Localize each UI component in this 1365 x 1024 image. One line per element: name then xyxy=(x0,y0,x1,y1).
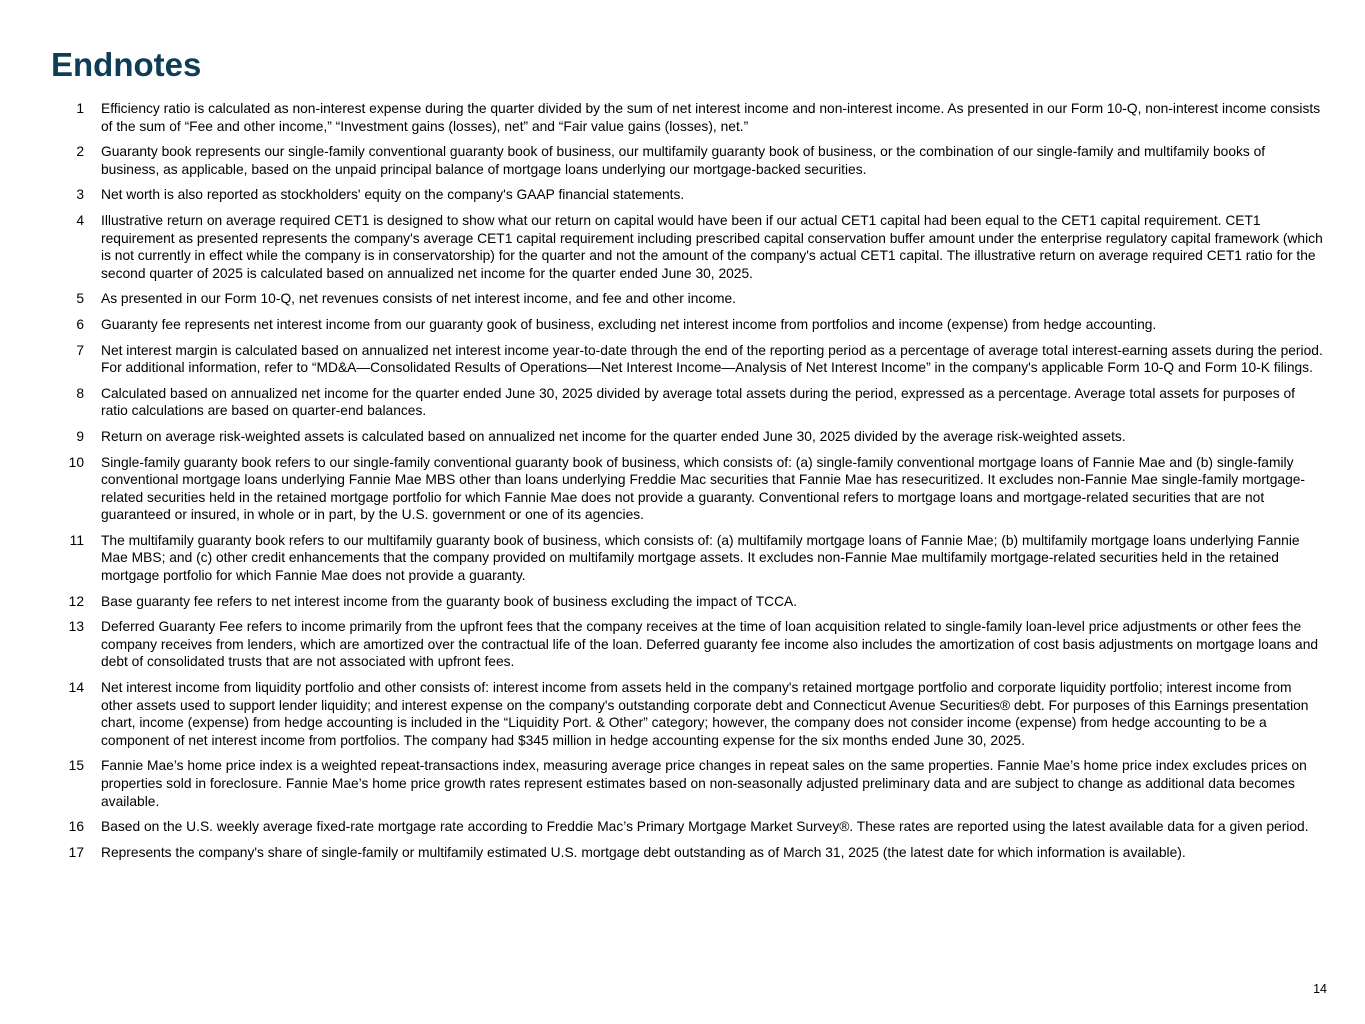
endnote-number: 13 xyxy=(68,619,84,635)
endnote-text: As presented in our Form 10-Q, net revenues consists of net interest income, and fee and other income. xyxy=(101,291,736,307)
endnote-text: Net interest margin is calculated based on annualized net interest income year-to-date through the end of the reporting period as a percentage of average total interest-earning assets during the period. For additional information, refer to “MD&A—Consolidated Results of Operations—Net Interest Income—Analysis of Net Interest Income” in the company's applicable Form 10-Q and Form 10-K filings. xyxy=(101,342,1323,376)
page-number: 14 xyxy=(1313,982,1327,996)
endnote-item xyxy=(51,316,1325,334)
endnote-item xyxy=(51,342,1325,377)
endnote-item xyxy=(51,844,1325,862)
endnote-item xyxy=(51,143,1325,178)
endnote-text: Fannie Mae’s home price index is a weighted repeat-transactions index, measuring average price changes in repeat sales on the same properties. Fannie Mae’s home price index excludes prices on properties sold in foreclosure. Fannie Mae’s home price growth rates represent estimates based on non-seasonally adjusted preliminary data and are subject to change as additional data becomes available. xyxy=(101,758,1307,809)
endnote-item xyxy=(51,818,1325,836)
endnote-item xyxy=(51,212,1325,282)
endnote-text: Base guaranty fee refers to net interest income from the guaranty book of business excluding the impact of TCCA. xyxy=(101,593,798,609)
endnote-number: 11 xyxy=(69,532,84,548)
endnote-item xyxy=(51,532,1325,585)
endnote-text: Calculated based on annualized net income for the quarter ended June 30, 2025 divided by average total assets during the period, expressed as a percentage. Average total assets for purposes of ratio calculations are based on quarter-end balances. xyxy=(101,385,1295,419)
endnote-text: Guaranty book represents our single-family conventional guaranty book of business, our multifamily guaranty book of business, or the combination of our single-family and multifamily books of business, as applicable, based on the unpaid principal balance of mortgage loans underlying our mortgage-backed securities. xyxy=(101,144,1266,177)
endnote-text: Represents the company's share of single-family or multifamily estimated U.S. mortgage debt outstanding as of March 31, 2025 (the latest date for which information is available). xyxy=(101,844,1186,860)
endnote-number: 5 xyxy=(76,291,84,307)
endnote-number: 2 xyxy=(76,144,84,160)
endnote-number: 8 xyxy=(76,385,84,401)
endnote-item xyxy=(51,186,1325,204)
endnote-number: 16 xyxy=(68,819,84,835)
endnote-number: 7 xyxy=(76,342,84,358)
endnote-text: Efficiency ratio is calculated as non-interest expense during the quarter divided by the sum of net interest income and non-interest income. As presented in our Form 10-Q, non-interest income consists of the sum of “Fee and other income,” “Investment gains (losses), net” and “Fair value gains (losses), net.” xyxy=(101,101,1321,134)
endnote-text: Illustrative return on average required CET1 is designed to show what our return on capital would have been if our actual CET1 capital had been equal to the CET1 capital requirement. CET1 requirement as presented represents the company's average CET1 capital requirement including prescribed capital conservation buffer amount under the enterprise regulatory capital framework (which is not currently in effect while the company is in conservatorship) for the quarter and not the amount of the company's actual CET1 capital. The illustrative return on average required CET1 ratio for the second quarter of 2025 is calculated based on annualized net income for the quarter ended June 30, 2025. xyxy=(101,212,1323,281)
endnote-number: 4 xyxy=(76,212,84,228)
endnote-number: 6 xyxy=(76,316,84,332)
endnote-text: Deferred Guaranty Fee refers to income primarily from the upfront fees that the company receives at the time of loan acquisition related to single-family loan-level price adjustments or other fees the company receives from lenders, which are amortized over the contractual life of the loan. Deferred guaranty fee income also includes the amortization of cost basis adjustments on mortgage loans and debt of consolidated trusts that are not associated with upfront fees. xyxy=(101,619,1319,670)
endnote-number: 15 xyxy=(68,758,84,774)
endnote-item xyxy=(51,290,1325,308)
endnote-text: Based on the U.S. weekly average fixed-rate mortgage rate according to Freddie Mac’s Primary Mortgage Market Survey®. These rates are reported using the latest available data for a given period. xyxy=(101,819,1309,835)
endnote-item xyxy=(51,454,1325,524)
endnote-number: 10 xyxy=(68,454,84,470)
endnote-number: 3 xyxy=(76,187,84,203)
endnote-item xyxy=(51,618,1325,671)
endnote-item xyxy=(51,679,1325,749)
endnote-number: 17 xyxy=(68,844,84,860)
endnote-number: 1 xyxy=(76,101,84,116)
endnote-item xyxy=(51,428,1325,446)
page-title: Endnotes xyxy=(51,46,202,83)
endnote-item xyxy=(51,757,1325,810)
endnote-text: Guaranty fee represents net interest income from our guaranty gook of business, excluding net interest income from portfolios and income (expense) from hedge accounting. xyxy=(101,316,1157,332)
endnote-item xyxy=(51,100,1325,135)
endnote-item xyxy=(51,385,1325,420)
endnote-text: Net worth is also reported as stockholders' equity on the company's GAAP financial statements. xyxy=(101,187,685,203)
endnote-text: The multifamily guaranty book refers to our multifamily guaranty book of business, which consists of: (a) multifamily mortgage loans of Fannie Mae; (b) multifamily mortgage loans underlying Fannie Mae MBS; and (c) other credit enhancements that the company provided on multifamily mortgage assets. It excludes non-Fannie Mae multifamily mortgage-related securities held in the retained mortgage portfolio for which Fannie Mae does not provide a guaranty. xyxy=(101,532,1300,584)
endnote-text: Return on average risk-weighted assets is calculated based on annualized net income for the quarter ended June 30, 2025 divided by the average risk-weighted assets. xyxy=(101,428,1126,444)
endnote-number: 9 xyxy=(76,428,84,444)
endnote-number: 12 xyxy=(68,593,84,609)
endnotes-list xyxy=(51,100,1325,861)
endnote-text: Net interest income from liquidity portfolio and other consists of: interest income from assets held in the company's retained mortgage portfolio and corporate liquidity portfolio; interest income from other assets used to support lender liquidity; and interest expense on the company's outstanding corporate debt and Connecticut Avenue Securities® debt. For purposes of this Earnings presentation chart, income (expense) from hedge accounting is included in the “Liquidity Port. & Other” category; however, the company does not consider income (expense) from hedge accounting to be a component of net interest income from portfolios. The company had $345 million in hedge accounting expense for the six months ended June 30, 2025. xyxy=(101,680,1309,748)
endnote-item xyxy=(51,593,1325,611)
endnote-number: 14 xyxy=(68,680,84,696)
endnote-text: Single-family guaranty book refers to our single-family conventional guaranty book of business, which consists of: (a) single-family conventional mortgage loans of Fannie Mae and (b) single-family conventional mortgage loans underlying Fannie Mae MBS other than loans underlying Freddie Mac securities that Fannie Mae has resecuritized. It excludes non-Fannie Mae single-family mortgage-related securities held in the retained mortgage portfolio for which Fannie Mae does not provide a guaranty. Conventional refers to mortgage loans and mortgage-related securities that are not guaranteed or insured, in whole or in part, by the U.S. government or one of its agencies. xyxy=(101,454,1306,523)
